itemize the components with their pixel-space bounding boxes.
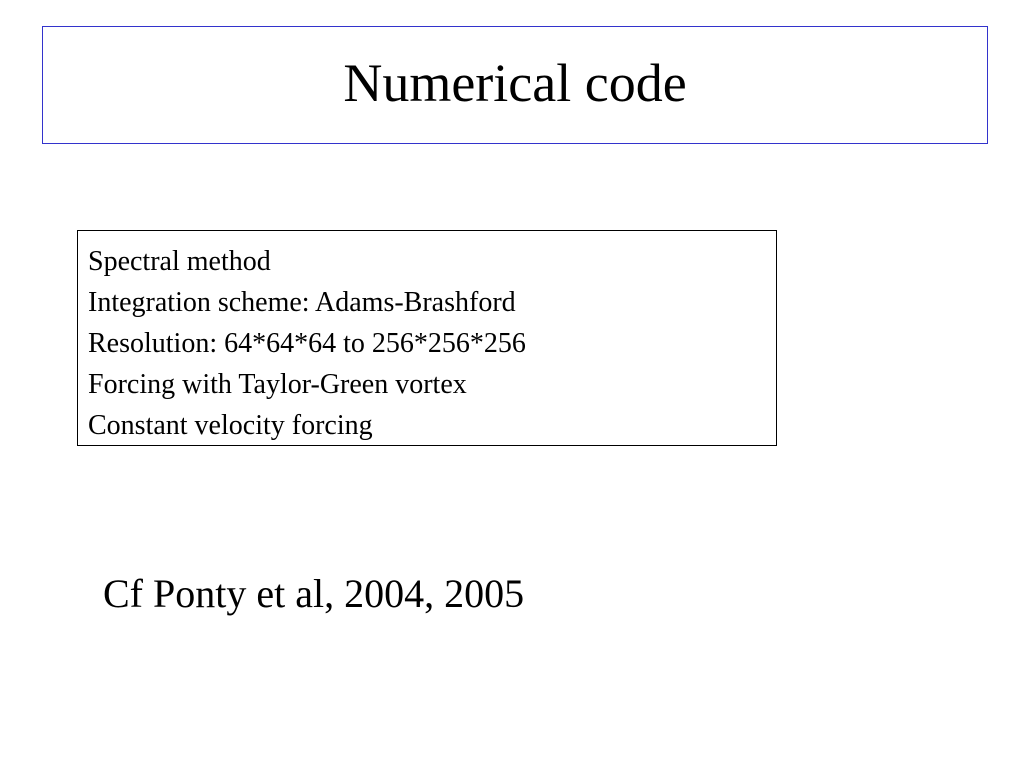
title-box [42, 26, 988, 144]
info-line-resolution: Resolution: 64*64*64 to 256*256*256 [88, 328, 526, 359]
info-line-forcing: Forcing with Taylor-Green vortex [88, 369, 467, 400]
info-line-integration-scheme: Integration scheme: Adams-Brashford [88, 287, 516, 318]
method-info-box [77, 230, 777, 446]
reference-citation: Cf Ponty et al, 2004, 2005 [103, 571, 525, 616]
info-line-constant-velocity: Constant velocity forcing [88, 410, 373, 441]
info-line-spectral-method: Spectral method [88, 246, 271, 277]
slide-title: Numerical code [343, 53, 687, 113]
